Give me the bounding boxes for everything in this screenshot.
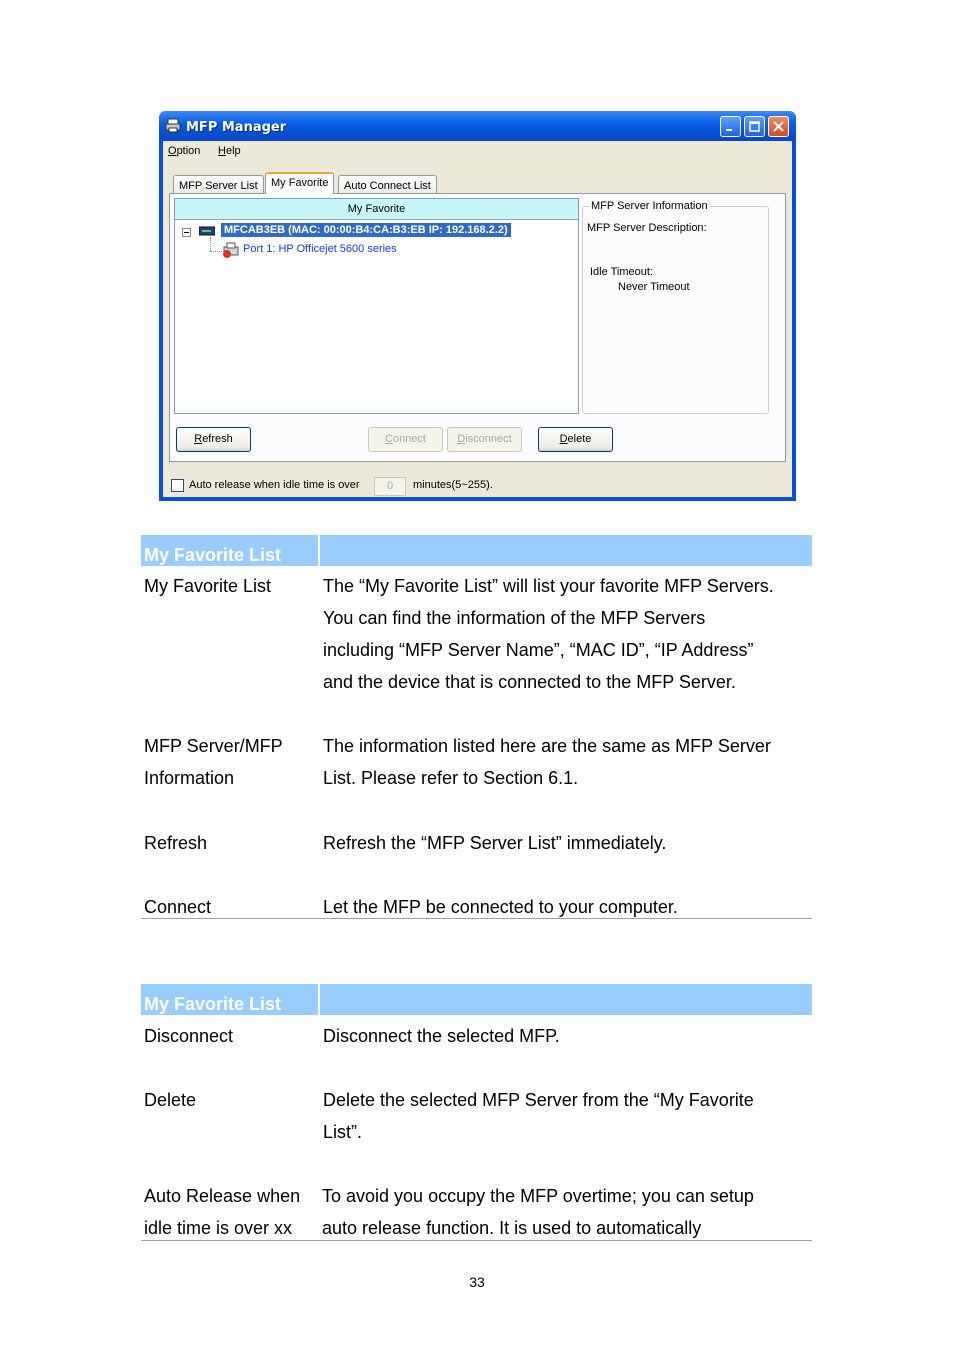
idle-timeout-value: Never Timeout xyxy=(618,281,690,293)
disconnect-label-rest: isconnect xyxy=(465,433,512,445)
printer-icon xyxy=(165,118,181,133)
header-divider xyxy=(318,984,320,1015)
desc-line: including “MFP Server Name”, “MAC ID”, “IP Address” xyxy=(323,640,754,660)
favorite-list-table-1 xyxy=(141,535,812,919)
desc-line: Disconnect the selected MFP. xyxy=(323,1026,560,1046)
table-header-title: My Favorite List xyxy=(144,545,282,565)
table-header xyxy=(141,984,812,1015)
header-divider xyxy=(318,535,320,566)
term-connect: Connect xyxy=(144,897,212,917)
refresh-button[interactable]: Refresh xyxy=(176,427,251,452)
collapse-icon[interactable] xyxy=(182,228,191,237)
menu-help[interactable]: Help xyxy=(218,145,241,157)
desc-line: Let the MFP be connected to your computer. xyxy=(323,897,678,917)
term-auto-release: idle time is over xx xyxy=(144,1218,293,1238)
term-delete: Delete xyxy=(144,1090,197,1110)
desc-line: and the device that is connected to the MFP Server. xyxy=(323,672,736,692)
desc-line: The information listed here are the same as MFP Server xyxy=(323,736,771,756)
idle-minutes-input[interactable]: 0 xyxy=(374,477,406,496)
server-info-group xyxy=(582,200,769,414)
close-button[interactable] xyxy=(768,116,789,137)
menu-bar xyxy=(163,141,792,161)
minimize-icon xyxy=(723,119,738,134)
favorite-tree[interactable] xyxy=(174,198,579,414)
server-description-label: MFP Server Description: xyxy=(587,222,707,234)
term-disconnect: Disconnect xyxy=(144,1026,234,1046)
term-my-favorite-list: My Favorite List xyxy=(144,576,272,596)
server-info-legend: MFP Server Information xyxy=(591,200,708,212)
table-bottom-rule xyxy=(141,1240,812,1241)
table-bottom-rule xyxy=(141,918,812,919)
connect-label-rest: onnect xyxy=(392,433,426,445)
term-server-information: Information xyxy=(144,768,235,788)
mfp-manager-window xyxy=(159,111,796,501)
close-icon xyxy=(771,119,786,134)
term-refresh: Refresh xyxy=(144,833,208,853)
table-header-title: My Favorite List xyxy=(144,994,282,1014)
desc-line: You can find the information of the MFP Servers xyxy=(323,608,706,628)
auto-release-unit: minutes(5~255). xyxy=(413,479,493,491)
table-header xyxy=(141,535,812,566)
disconnect-button[interactable]: Disconnect xyxy=(447,427,522,452)
window-client xyxy=(163,141,792,497)
server-node[interactable]: MFCAB3EB (MAC: 00:00:B4:CA:B3:EB IP: 192.168.2.2) xyxy=(221,223,511,237)
maximize-icon xyxy=(747,119,762,134)
desc-line: auto release function. It is used to automatically xyxy=(322,1218,702,1238)
menu-option-rest: ption xyxy=(176,145,201,157)
desc-line: List. Please refer to Section 6.1. xyxy=(323,768,579,788)
connect-button[interactable]: Connect xyxy=(368,427,443,452)
auto-release-checkbox[interactable] xyxy=(171,479,184,492)
auto-release-label: Auto release when idle time is over xyxy=(189,479,360,491)
refresh-label-rest: efresh xyxy=(202,433,233,445)
tree-line xyxy=(210,237,211,251)
term-server-information: MFP Server/MFP xyxy=(144,736,283,756)
desc-line: Delete the selected MFP Server from the “My Favorite xyxy=(323,1090,754,1110)
server-icon xyxy=(199,226,215,236)
desc-line: List”. xyxy=(323,1122,363,1142)
term-auto-release: Auto Release when xyxy=(144,1186,301,1206)
tree-header: My Favorite xyxy=(175,199,578,220)
page-number: 33 xyxy=(469,1274,485,1290)
window-title: MFP Manager xyxy=(186,120,287,135)
tab-my-favorite[interactable]: My Favorite xyxy=(265,172,334,194)
menu-help-rest: elp xyxy=(225,145,241,157)
tab-auto-connect-list[interactable]: Auto Connect List xyxy=(338,175,437,194)
port-node[interactable]: Port 1: HP Officejet 5600 series xyxy=(243,243,397,255)
favorite-list-table-2 xyxy=(141,984,812,1242)
idle-timeout-label: Idle Timeout: xyxy=(590,266,653,278)
tab-panel xyxy=(169,193,786,462)
delete-button[interactable]: Delete xyxy=(538,427,613,452)
title-bar xyxy=(159,111,796,141)
desc-line: To avoid you occupy the MFP overtime; you can setup xyxy=(322,1186,754,1206)
delete-label-rest: elete xyxy=(567,433,592,445)
desc-line: Refresh the “MFP Server List” immediately. xyxy=(323,833,667,853)
tree-line xyxy=(210,251,222,252)
mfp-device-icon xyxy=(222,242,240,258)
desc-line: The “My Favorite List” will list your favorite MFP Servers. xyxy=(323,576,774,596)
tab-mfp-server-list[interactable]: MFP Server List xyxy=(173,175,264,194)
minimize-button[interactable] xyxy=(720,116,741,137)
maximize-button[interactable] xyxy=(744,116,765,137)
menu-option[interactable]: Option xyxy=(168,145,201,157)
